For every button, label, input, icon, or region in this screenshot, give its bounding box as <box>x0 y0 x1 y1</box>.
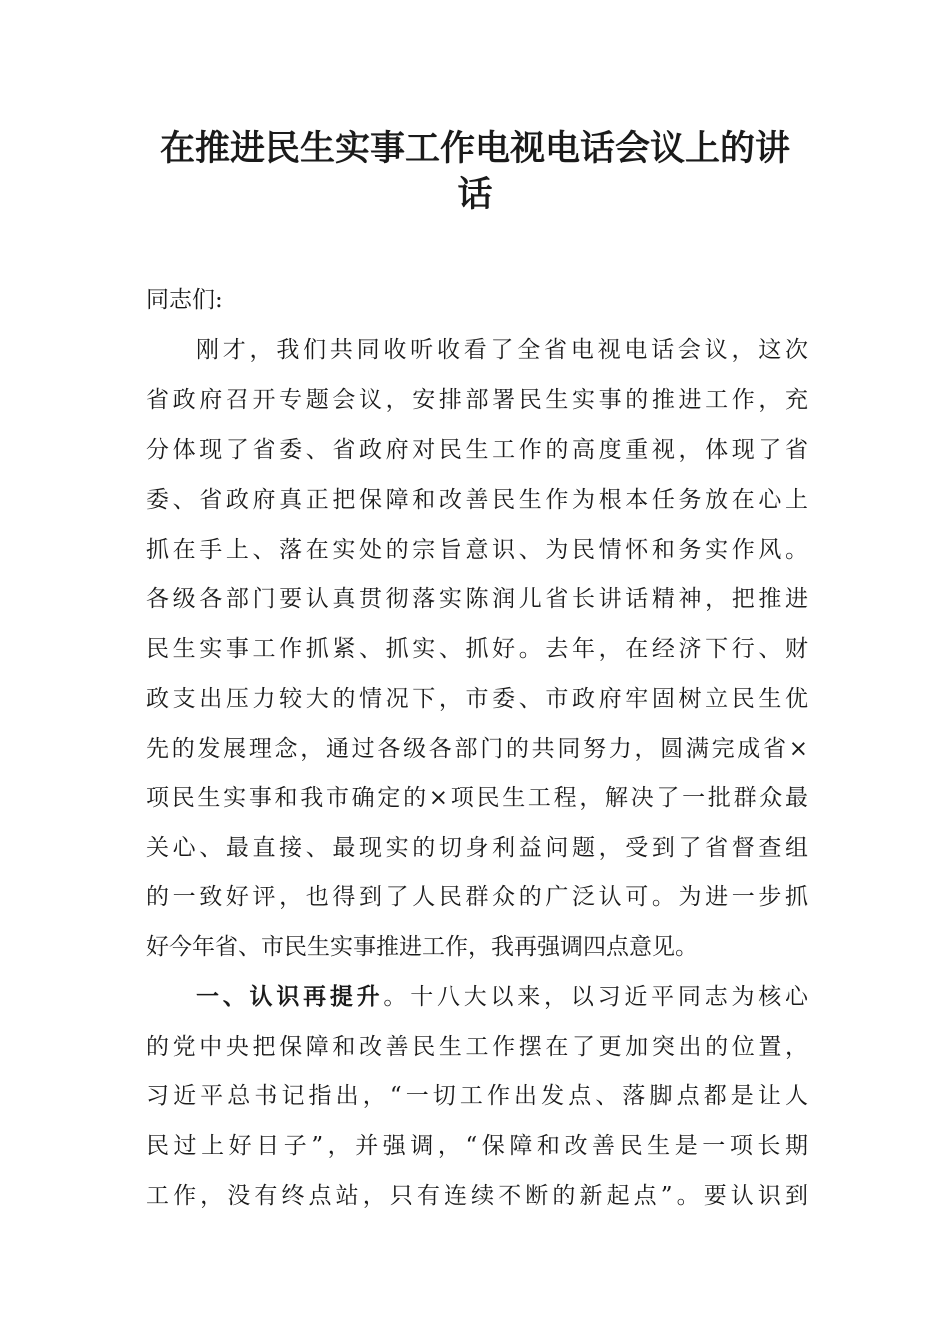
paragraph-1-line: 关心、最直接、最现实的切身利益问题，受到了省督查组 <box>146 835 808 861</box>
paragraph-1-line: 的一致好评，也得到了人民群众的广泛认可。为进一步抓 <box>146 884 808 910</box>
paragraph-1-line: 省政府召开专题会议，安排部署民生实事的推进工作，充 <box>146 387 808 413</box>
section-1-heading: 一、认识再提升 <box>196 984 384 1010</box>
paragraph-1-line: 刚才，我们共同收听收看了全省电视电话会议，这次 <box>196 337 808 363</box>
paragraph-1-line: 各级各部门要认真贯彻落实陈润儿省长讲话精神，把推进 <box>146 586 808 612</box>
paragraph-1-line: 项民生实事和我市确定的×项民生工程，解决了一批群众最 <box>146 785 808 811</box>
document-title-line-2: 话 <box>457 174 493 215</box>
paragraph-1-line: 分体现了省委、省政府对民生工作的高度重视，体现了省 <box>146 437 808 463</box>
paragraph-1-line: 民生实事工作抓紧、抓实、抓好。去年，在经济下行、财 <box>146 636 808 662</box>
section-1-line: 习近平总书记指出，“一切工作出发点、落脚点都是让人 <box>146 1083 808 1109</box>
document-title-line-1: 在推进民生实事工作电视电话会议上的讲 <box>159 128 790 169</box>
section-1-line: 民过上好日子”，并强调，“保障和改善民生是一项长期 <box>146 1133 808 1159</box>
paragraph-1-line: 政支出压力较大的情况下，市委、市政府牢固树立民生优 <box>146 686 808 712</box>
paragraph-1-line: 好今年省、市民生实事推进工作，我再强调四点意见。 <box>146 934 698 960</box>
section-1-line: 工作，没有终点站，只有连续不断的新起点”。要认识到 <box>146 1183 808 1209</box>
section-1-line: 的党中央把保障和改善民生工作摆在了更加突出的位置， <box>146 1034 808 1060</box>
paragraph-1-line: 先的发展理念，通过各级各部门的共同努力，圆满完成省× <box>146 736 808 762</box>
section-1-first-line <box>196 972 808 1022</box>
paragraph-1-line: 委、省政府真正把保障和改善民生作为根本任务放在心上 <box>146 487 808 513</box>
section-1-first-line-text: 。十八大以来，以习近平同志为核心 <box>383 984 809 1010</box>
paragraph-1-line: 抓在手上、落在实处的宗旨意识、为民情怀和务实作风。 <box>146 537 808 563</box>
salutation: 同志们: <box>146 287 223 313</box>
